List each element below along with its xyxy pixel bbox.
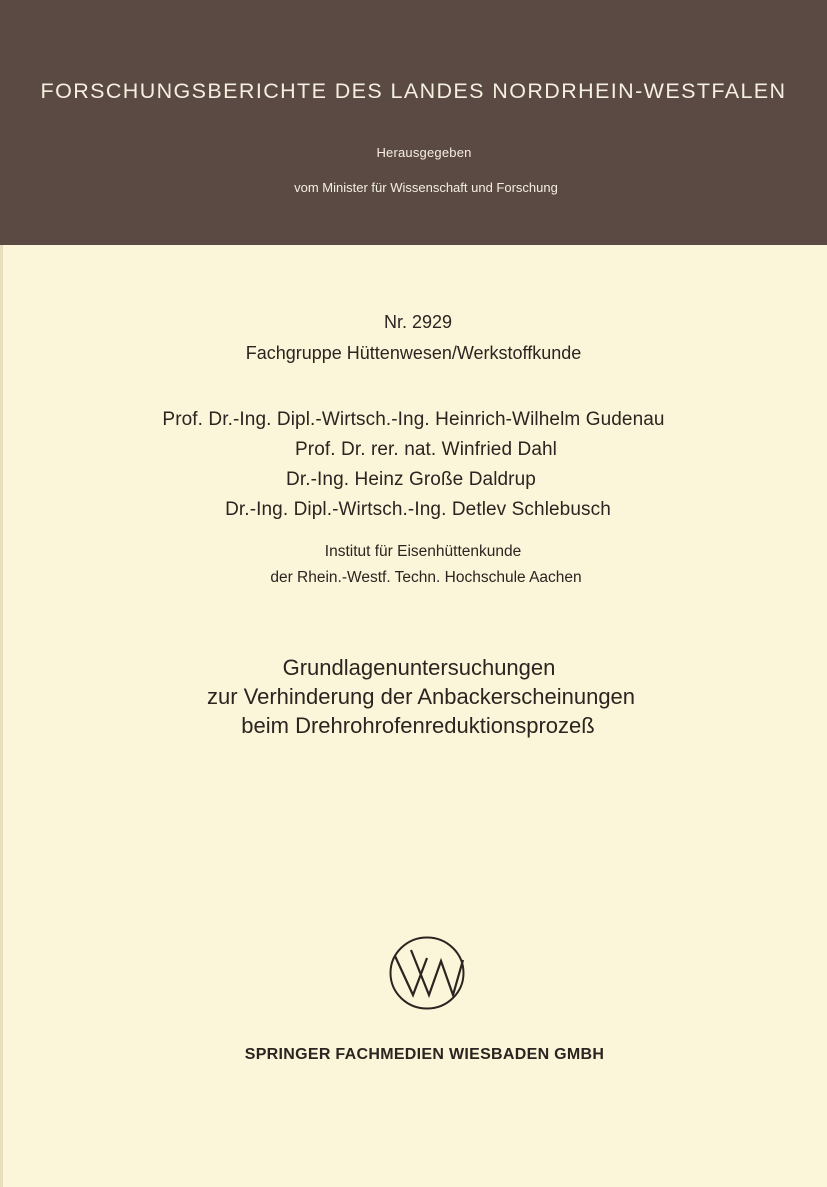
author-name: Prof. Dr.-Ing. Dipl.-Wirtsch.-Ing. Heinrich-Wilhelm Gudenau (162, 409, 665, 430)
series-header-band (0, 0, 827, 245)
publisher-name: SPRINGER FACHMEDIEN WIESBADEN GMBH (244, 1046, 605, 1063)
report-number: Nr. 2929 (383, 312, 453, 332)
editor-name: vom Minister für Wissenschaft und Forschung (294, 180, 558, 195)
book-title-line: Grundlagenuntersuchungen (282, 655, 556, 680)
subject-group: Fachgruppe Hüttenwesen/Werkstoffkunde (245, 343, 582, 363)
book-title-line: zur Verhinderung der Anbackerscheinungen (206, 684, 636, 709)
institute-line: Institut für Eisenhüttenkunde (324, 543, 522, 560)
series-title: FORSCHUNGSBERICHTE DES LANDES NORDRHEIN-WESTFALEN (40, 79, 787, 103)
institute-line: der Rhein.-Westf. Techn. Hochschule Aachen (270, 569, 582, 586)
publisher-vw-logo-icon (387, 934, 467, 1012)
author-name: Dr.-Ing. Heinz Große Daldrup (286, 469, 536, 490)
editor-prefix: Herausgegeben (376, 145, 472, 160)
book-title-line: beim Drehrohrofenreduktionsprozeß (241, 713, 595, 738)
author-name: Prof. Dr. rer. nat. Winfried Dahl (295, 439, 557, 460)
author-name: Dr.-Ing. Dipl.-Wirtsch.-Ing. Detlev Schlebusch (225, 499, 611, 520)
